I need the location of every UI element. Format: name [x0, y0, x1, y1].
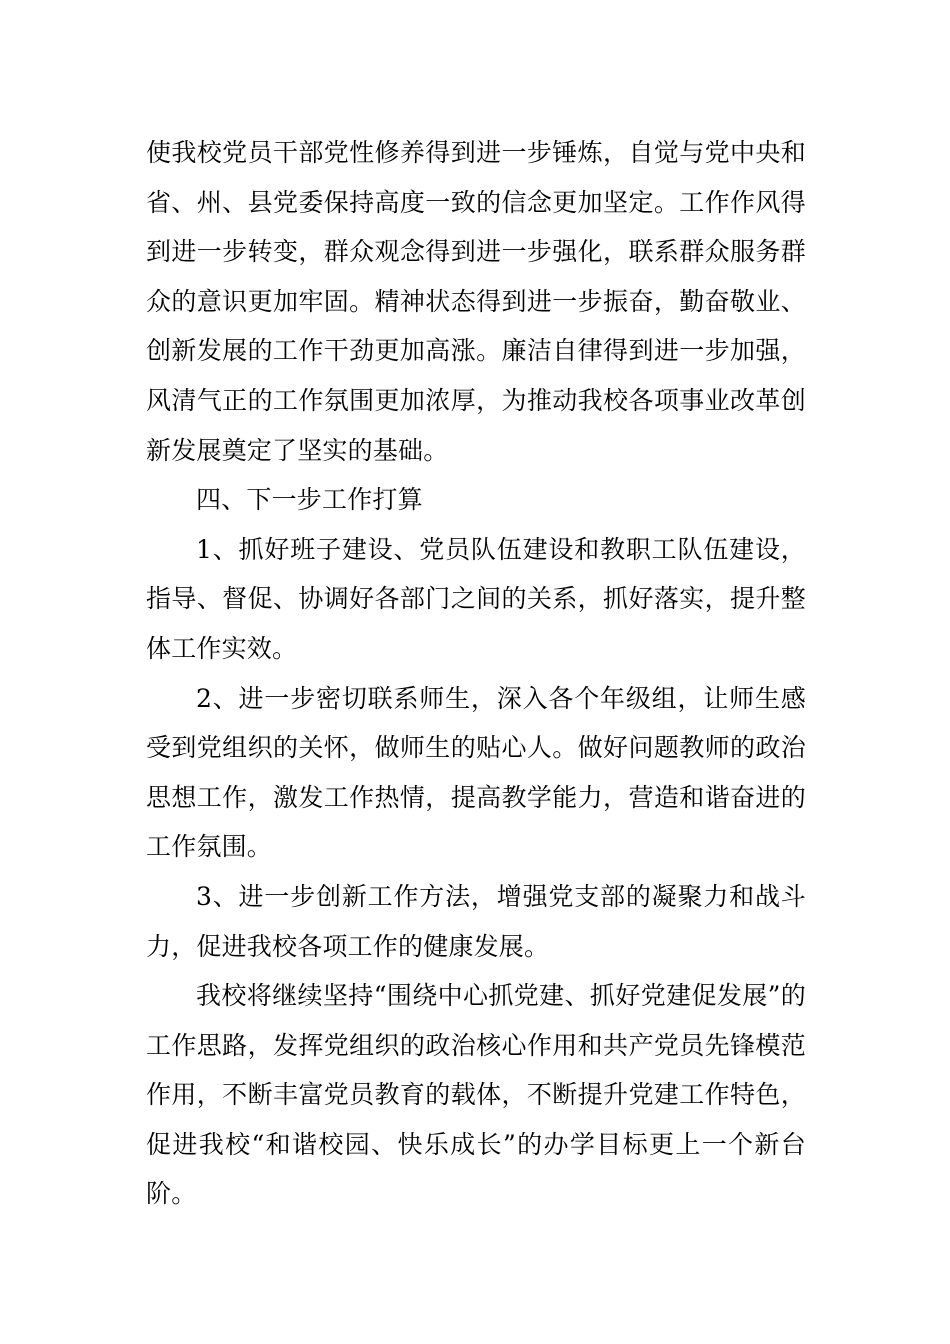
section-heading-next-steps: 四、下一步工作打算: [196, 485, 423, 515]
paragraph-conclusion: 我校将继续坚持“围绕中心抓党建、抓好党建促发展”的工作思路，发挥党组织的政治核心作用和共产党员先锋模范作用，不断丰富党员教育的载体，不断提升党建工作特色，促进我校“和谐校园、快乐成长”的办学目标更上一个新台阶。: [146, 981, 806, 1209]
paragraph-continuation: 使我校党员干部党性修养得到进一步锤炼，自觉与党中央和省、州、县党委保持高度一致的信念更加坚定。工作作风得到进一步转变，群众观念得到进一步强化，联系群众服务群众的意识更加牢固。精神状态得到进一步振奋，勤奋敬业、创新发展的工作干劲更加高涨。廉洁自律得到进一步加强，风清气正的工作氛围更加浓厚，为推动我校各项事业改革创新发展奠定了坚实的基础。: [146, 138, 806, 465]
document-body: [146, 128, 806, 1219]
paragraph-item-3: 3、进一步创新工作方法，增强党支部的凝聚力和战斗力，促进我校各项工作的健康发展。: [146, 881, 806, 961]
paragraph-item-2: 2、进一步密切联系师生，深入各个年级组，让师生感受到党组织的关怀，做师生的贴心人。做好问题教师的政治思想工作，激发工作热情，提高教学能力，营造和谐奋进的工作氛围。: [146, 683, 806, 862]
paragraph-item-1: 1、抓好班子建设、党员队伍建设和教职工队伍建设，指导、督促、协调好各部门之间的关系，抓好落实，提升整体工作实效。: [146, 534, 806, 663]
